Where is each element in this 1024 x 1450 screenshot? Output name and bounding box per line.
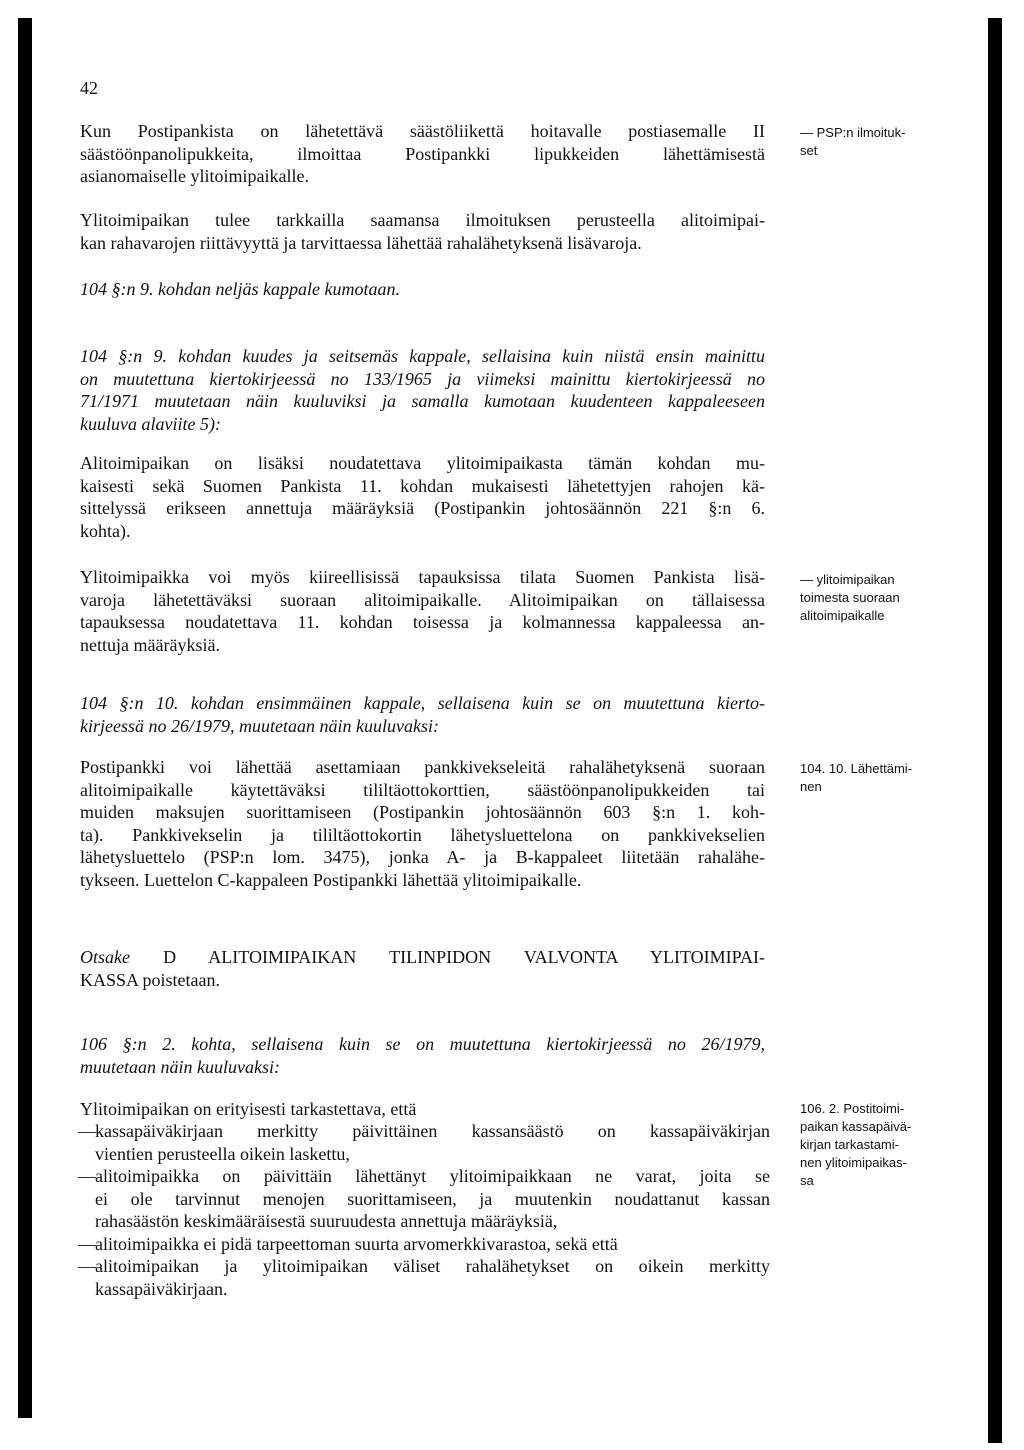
text-line: kan rahavarojen riittävyyttä ja tarvittaessa lähettää rahalähetyksenä lisävaroja. bbox=[80, 232, 642, 253]
margin-line: toimesta suoraan bbox=[800, 590, 900, 605]
paragraph-alitoimipaikka-rules bbox=[80, 452, 765, 542]
text-line: kassapäiväkirjaan. bbox=[95, 1278, 228, 1299]
text-line: 104 §:n 9. kohdan neljäs kappale kumotaan. bbox=[80, 279, 400, 299]
amendment-heading-104-9-repeal bbox=[80, 278, 765, 301]
text-line: kohta). bbox=[80, 520, 131, 541]
list-marker: — bbox=[78, 1256, 96, 1276]
text-line: säästöönpanolipukkeita, ilmoittaa Postipankki lipukkeiden lähettämisestä bbox=[80, 143, 765, 164]
text-line: sittelyssä erikseen annettuja määräyksiä (Postipankin johtosäännön 221 §:n 6. bbox=[80, 498, 765, 518]
margin-line: alitoimipaikalle bbox=[800, 608, 885, 623]
margin-line: — ylitoimipaikan bbox=[800, 572, 895, 587]
amendment-heading-106-2 bbox=[80, 1033, 765, 1078]
text-line: 106 §:n 2. kohta, sellaisena kuin se on muutettuna kiertokirjeessä no 26/1979, bbox=[80, 1034, 765, 1054]
text-line: muutetaan näin kuuluvaksi: bbox=[80, 1056, 280, 1077]
margin-note-ylitoimipaikka bbox=[800, 571, 970, 625]
text-line bbox=[80, 946, 765, 969]
margin-line: set bbox=[800, 143, 818, 158]
paragraph-list-intro bbox=[80, 1098, 765, 1121]
text-line: 71/1971 muutetaan näin kuuluviksi ja samalla kumotaan kuudenteen kappaleeseen bbox=[80, 391, 765, 411]
text-line: asianomaiselle ylitoimipaikalle. bbox=[80, 166, 309, 186]
list-item bbox=[80, 1233, 770, 1256]
text-line: ta). Pankkivekselin ja tililtäottokortin lähetysluettelona on pankkivekselien bbox=[80, 824, 765, 845]
text-line: kirjeessä no 26/1979, muutetaan näin kuuluvaksi: bbox=[80, 715, 439, 736]
text-line: on muutettuna kiertokirjeessä no 133/1965 ja viimeksi mainittu kiertokirjeessä no bbox=[80, 368, 765, 389]
text-line: 104 §:n 9. kohdan kuudes ja seitsemäs kappale, sellaisina kuin niistä ensin mainittu bbox=[80, 346, 765, 366]
list-item bbox=[80, 1120, 770, 1165]
text-line: vientien perusteella oikein laskettu, bbox=[95, 1143, 350, 1164]
list-item bbox=[80, 1255, 770, 1300]
list-item bbox=[80, 1165, 770, 1233]
text-line: kassapäiväkirjaan merkitty päivittäinen kassansäästö on kassapäiväkirjan bbox=[95, 1121, 770, 1141]
amendment-heading-104-10 bbox=[80, 692, 765, 737]
text-line: alitoimipaikalle käytettäväksi tililtäottokorttien, säästöönpanolipukkeiden tai bbox=[80, 779, 765, 800]
text-line: 104 §:n 10. kohdan ensimmäinen kappale, sellaisena kuin se on muutettuna kierto- bbox=[80, 693, 765, 713]
text-line: muiden maksujen suorittamiseen (Postipankin johtosäännön 603 §:n 1. koh- bbox=[80, 802, 765, 822]
margin-note-psp bbox=[800, 124, 970, 160]
scan-edge-right bbox=[988, 18, 1002, 1443]
amendment-heading-104-9 bbox=[80, 345, 765, 435]
text-line: lähetysluettelo (PSP:n lom. 3475), jonka A- ja B-kappaleet liitetään rahalähe- bbox=[80, 847, 765, 867]
text-line: alitoimipaikka ei pidä tarpeettoman suurta arvomerkkivarastoa, sekä että bbox=[95, 1233, 618, 1254]
text-line: kuuluva alaviite 5): bbox=[80, 413, 221, 434]
text-line: tapauksessa noudatettava 11. kohdan toisessa ja kolmannessa kappaleessa an- bbox=[80, 612, 765, 632]
margin-line: 106. 2. Postitoimi- bbox=[800, 1101, 905, 1116]
margin-line: 104. 10. Lähettämi- bbox=[800, 761, 913, 776]
text-line: Kun Postipankista on lähetettävä säästöliikettä hoitavalle postiasemalle II bbox=[80, 121, 765, 141]
text-line: Ylitoimipaikan on erityisesti tarkastettava, että bbox=[80, 1099, 417, 1119]
list-marker: — bbox=[78, 1166, 96, 1186]
text-line: kaisesti sekä Suomen Pankista 11. kohdan mukaisesti lähetettyjen rahojen kä- bbox=[80, 475, 765, 496]
list-marker: — bbox=[78, 1121, 96, 1141]
text-line: Alitoimipaikan on lisäksi noudatettava ylitoimipaikasta tämän kohdan mu- bbox=[80, 453, 765, 473]
paragraph-psp-notice bbox=[80, 120, 765, 188]
margin-line: nen bbox=[800, 779, 822, 794]
margin-line: sa bbox=[800, 1173, 814, 1188]
margin-line: paikan kassapäivä- bbox=[800, 1119, 912, 1134]
margin-line: kirjan tarkastami- bbox=[800, 1137, 899, 1152]
list-marker: — bbox=[78, 1233, 96, 1254]
text-line: rahasäästön keskimääräisestä suuruudesta annettuja määräyksiä, bbox=[95, 1211, 558, 1231]
heading-text: D ALITOIMIPAIKAN TILINPIDON VALVONTA YLITOIMIPAI- bbox=[163, 947, 765, 967]
page-number: 42 bbox=[80, 78, 98, 98]
text-line: tykseen. Luettelon C-kappaleen Postipankki lähettää ylitoimipaikalle. bbox=[80, 869, 582, 890]
text-line: varoja lähetettäväksi suoraan alitoimipaikalle. Alitoimipaikan on tällaisessa bbox=[80, 589, 765, 610]
margin-note-104-10 bbox=[800, 760, 970, 796]
text-line: alitoimipaikan ja ylitoimipaikan väliset rahalähetykset on oikein merkitty bbox=[95, 1256, 770, 1276]
text-line: Postipankki voi lähettää asettamiaan pankkivekseleitä rahalähetyksenä suoraan bbox=[80, 757, 765, 777]
text-line: ei ole tarvinnut menojen suorittamiseen, ja muutenkin noudattanut kassan bbox=[95, 1188, 770, 1209]
paragraph-ylitoimipaikka-monitoring bbox=[80, 209, 765, 254]
margin-line: — PSP:n ilmoituk- bbox=[800, 125, 906, 140]
scan-edge-left bbox=[18, 18, 32, 1418]
text-line: nettuja määräyksiä. bbox=[80, 634, 220, 655]
text-line: Ylitoimipaikan tulee tarkkailla saamansa ilmoituksen perusteella alitoimipai- bbox=[80, 210, 765, 230]
margin-note-106-2 bbox=[800, 1100, 970, 1190]
paragraph-pankkivekselit bbox=[80, 756, 765, 891]
margin-line: nen ylitoimipaikas- bbox=[800, 1155, 907, 1170]
paragraph-otsake-removed bbox=[80, 946, 765, 991]
dash-list bbox=[80, 1120, 770, 1300]
text-line: Ylitoimipaikka voi myös kiireellisissä tapauksissa tilata Suomen Pankista lisä- bbox=[80, 567, 765, 587]
otsake-label: Otsake bbox=[80, 947, 130, 967]
paragraph-urgent-funds bbox=[80, 566, 765, 656]
text-line: KASSA poistetaan. bbox=[80, 969, 221, 990]
text-line: alitoimipaikka on päivittäin lähettänyt ylitoimipaikkaan ne varat, joita se bbox=[95, 1166, 770, 1186]
